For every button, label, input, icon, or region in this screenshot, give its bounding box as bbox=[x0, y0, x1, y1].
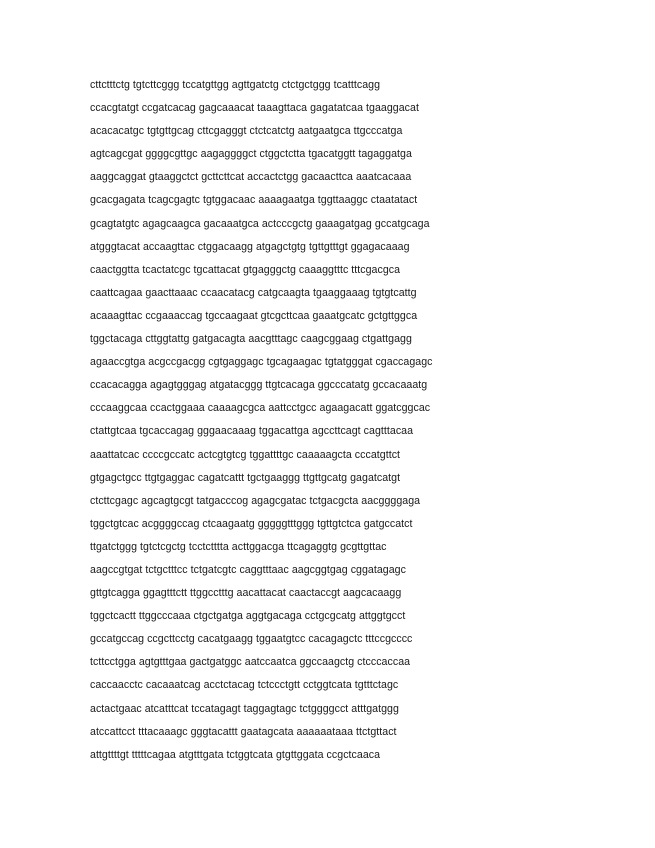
sequence-line: caactggtta tcactatcgc tgcattacat gtgagggctg caaaggtttc tttcgacgca bbox=[90, 263, 401, 276]
sequence-line: ccacgtatgt ccgatcacag gagcaaacat taaagttaca gagatatcaa tgaaggacat bbox=[90, 102, 419, 115]
sequence-line: atccattcct tttacaaagc gggtacattt gaatagcata aaaaaataaa ttctgttact bbox=[90, 725, 397, 738]
sequence-line: agtcagcgat ggggcgttgc aagaggggct ctggctctta tgacatggtt tagaggatga bbox=[90, 148, 412, 161]
sequence-line: tcttcctgga agtgtttgaa gactgatggc aatccaatca ggccaagctg ctcccaccaa bbox=[90, 656, 411, 669]
sequence-line: ccacacagga agagtgggag atgatacggg ttgtcacaga ggcccatatg gccacaaatg bbox=[90, 379, 428, 392]
sequence-line: ttgatctggg tgtctcgctg tcctctttta acttggacga ttcagaggtg gcgttgttac bbox=[90, 540, 387, 553]
sequence-line: tggctgtcac acggggccag ctcaagaatg gggggtttggg tgttgtctca gatgccatct bbox=[90, 517, 413, 530]
sequence-line: gccatgccag ccgcttcctg cacatgaagg tggaatgtcc cacagagctc tttccgcccc bbox=[90, 633, 413, 646]
sequence-line: cttctttctg tgtcttcggg tccatgttgg agttgatctg ctctgctggg tcatttcagg bbox=[90, 79, 381, 91]
sequence-line: attgttttgt tttttcagaa atgtttgata tctggtcata gtgttggata ccgctcaaca bbox=[90, 748, 381, 761]
sequence-text-block bbox=[90, 74, 630, 767]
sequence-line: actactgaac atcatttcat tccatagagt taggagtagc tctggggcct atttgatggg bbox=[90, 702, 399, 715]
sequence-line: aaggcaggat gtaaggctct gcttcttcat accactctgg gacaacttca aaatcacaaa bbox=[90, 171, 412, 184]
sequence-line: gcacgagata tcagcgagtc tgtggacaac aaaagaatga tggttaaggc ctaatatact bbox=[90, 194, 418, 207]
sequence-line: gcagtatgtc agagcaagca gacaaatgca actcccgctg gaaagatgag gccatgcaga bbox=[90, 217, 430, 230]
sequence-line: tggctcactt ttggcccaaa ctgctgatga aggtgacaga cctgcgcatg attggtgcct bbox=[90, 610, 406, 623]
sequence-line: tggctacaga cttggtattg gatgacagta aacgtttagc caagcggaag ctgattgagg bbox=[90, 333, 412, 346]
sequence-line: ctcttcgagc agcagtgcgt tatgacccog agagcgatac tctgacgcta aacggggaga bbox=[90, 494, 421, 507]
sequence-line: gttgtcagga ggagtttctt ttggcctttg aacattacat caactaccgt aagcacaagg bbox=[90, 587, 402, 600]
sequence-line: agaaccgtga acgccgacgg cgtgaggagc tgcagaagac tgtatgggat cgaccagagc bbox=[90, 356, 433, 369]
sequence-line: ctattgtcaa tgcaccagag gggaacaaag tggacattga agccttcagt cagtttacaa bbox=[90, 425, 414, 438]
sequence-line: atgggtacat accaagttac ctggacaagg atgagctgtg tgttgtttgt ggagacaaag bbox=[90, 240, 410, 253]
sequence-line: aagccgtgat tctgctttcc tctgatcgtc caggtttaac aagcggtgag cggatagagc bbox=[90, 563, 406, 576]
sequence-line: caccaacctc cacaaatcag acctctacag tctccctgtt cctggtcata tgtttctagc bbox=[90, 679, 399, 692]
sequence-line: gtgagctgcc ttgtgaggac cagatcattt tgctgaaggg ttgttgcatg gagatcatgt bbox=[90, 471, 401, 484]
sequence-line: acaaagttac ccgaaaccag tgccaagaat gtcgcttcaa gaaatgcatc gctgttggca bbox=[90, 309, 418, 322]
sequence-line: cccaaggcaa ccactggaaa caaaagcgca aattcctgcc agaagacatt ggatcggcac bbox=[90, 402, 431, 415]
sequence-line: caattcagaa gaacttaaac ccaacatacg catgcaagta tgaaggaaag tgtgtcattg bbox=[90, 286, 417, 299]
sequence-line: aaattatcac ccccgccatc actcgtgtcg tggattttgc caaaaagcta cccatgttct bbox=[90, 448, 401, 461]
sequence-line: acacacatgc tgtgttgcag cttcgagggt ctctcatctg aatgaatgca ttgcccatga bbox=[90, 125, 403, 138]
